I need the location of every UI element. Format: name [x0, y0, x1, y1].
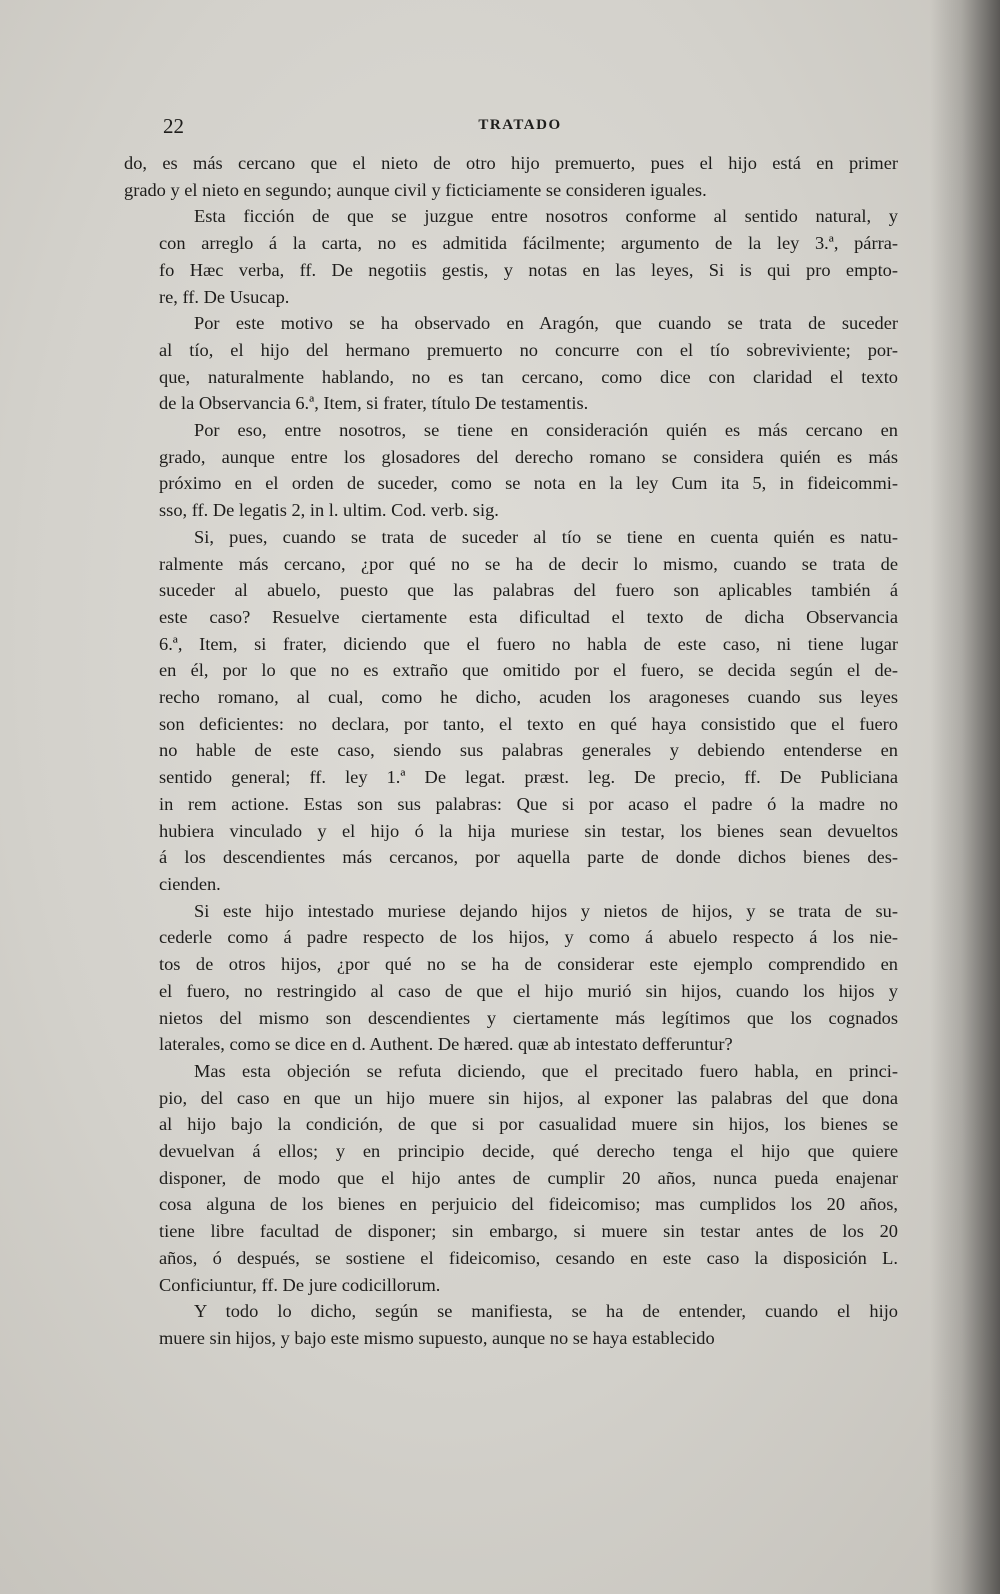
text-line: años, ó después, se sostiene el fideicomiso, cesando en este caso la disposición L. [159, 1247, 898, 1268]
running-head: TRATADO [478, 117, 562, 133]
text-line: Mas esta objeción se refuta diciendo, que el precitado fuero habla, en princi- [194, 1060, 898, 1081]
text-line: este caso? Resuelve ciertamente esta dificultad el texto de dicha Observancia [159, 606, 898, 627]
paragraph [124, 1298, 898, 1351]
paragraph [124, 898, 898, 1058]
text-line: próximo en el orden de suceder, como se nota en la ley Cum ita 5, in fideicommi- [159, 473, 898, 494]
text-line: con arreglo á la carta, no es admitida fácilmente; argumento de la ley 3.ª, párra- [159, 233, 898, 254]
text-line: Conficiuntur, ff. De jure codicillorum. [159, 1274, 441, 1295]
text-line: ralmente más cercano, ¿por qué no se ha de decir lo mismo, cuando se trata de [159, 553, 898, 574]
text-line: á los descendientes más cercanos, por aquella parte de donde dichos bienes des- [159, 847, 898, 868]
page-header [163, 114, 877, 144]
spine-shadow [930, 0, 1000, 1594]
page-number: 22 [163, 114, 184, 138]
text-line: Si este hijo intestado muriese dejando hijos y nietos de hijos, y se trata de su- [194, 900, 898, 921]
text-line: recho romano, al cual, como he dicho, acuden los aragoneses cuando sus leyes [159, 687, 898, 708]
text-line: devuelvan á ellos; y en principio decide, qué derecho tenga el hijo que quiere [159, 1141, 898, 1162]
text-line: Por eso, entre nosotros, se tiene en consideración quién es más cercano en [194, 420, 898, 441]
text-line: no hable de este caso, siendo sus palabras generales y debiendo entenderse en [159, 740, 898, 761]
paragraph [124, 310, 898, 417]
text-line: Por este motivo se ha observado en Aragón, que cuando se trata de suceder [194, 313, 898, 334]
text-line: hubiera vinculado y el hijo ó la hija muriese sin testar, los bienes sean devueltos [159, 820, 898, 841]
text-line: al hijo bajo la condición, de que si por casualidad muere sin hijos, los bienes se [159, 1114, 898, 1135]
paragraph [124, 417, 898, 524]
text-line: Y todo lo dicho, según se manifiesta, se ha de entender, cuando el hijo [194, 1301, 898, 1322]
text-line: el fuero, no restringido al caso de que el hijo murió sin hijos, cuando los hijos y [159, 980, 898, 1001]
text-line: de la Observancia 6.ª, Item, si frater, título De testamentis. [159, 393, 589, 414]
text-line: 6.ª, Item, si frater, diciendo que el fuero no habla de este caso, ni tiene lugar [159, 633, 898, 654]
text-line: cienden. [159, 873, 221, 894]
text-line: grado, aunque entre los glosadores del derecho romano se considera quién es más [159, 446, 898, 467]
text-line: laterales, como se dice en d. Authent. De hæred. quæ ab intestato defferuntur? [159, 1034, 733, 1055]
text-line: in rem actione. Estas son sus palabras: Que si por acaso el padre ó la madre no [159, 793, 898, 814]
body-text [124, 150, 898, 1352]
paragraph [124, 150, 898, 203]
text-line: cosa alguna de los bienes en perjuicio del fideicomiso; mas cumplidos los 20 años, [159, 1194, 898, 1215]
text-line: sentido general; ff. ley 1.ª De legat. præst. leg. De precio, ff. De Publiciana [159, 767, 898, 788]
text-line: nietos del mismo son descendientes y ciertamente más legítimos que los cognados [159, 1007, 898, 1028]
text-line: Si, pues, cuando se trata de suceder al tío se tiene en cuenta quién es natu- [194, 526, 898, 547]
text-line: que, naturalmente hablando, no es tan cercano, como dice con claridad el texto [159, 366, 898, 387]
text-line: disponer, de modo que el hijo antes de cumplir 20 años, nunca pueda enajenar [159, 1167, 898, 1188]
text-line: al tío, el hijo del hermano premuerto no concurre con el tío sobreviviente; por- [159, 339, 898, 360]
text-line: tiene libre facultad de disponer; sin embargo, si muere sin testar antes de los 20 [159, 1221, 898, 1242]
text-line: son deficientes: no declara, por tanto, el texto en qué haya consistido que el fuero [159, 713, 898, 734]
text-line: Esta ficción de que se juzgue entre nosotros conforme al sentido natural, y [194, 206, 898, 227]
paragraph [124, 524, 898, 898]
text-line: pio, del caso en que un hijo muere sin hijos, al exponer las palabras del que dona [159, 1087, 898, 1108]
paragraph [124, 203, 898, 310]
text-line: tos de otros hijos, ¿por qué no se ha de considerar este ejemplo comprendido en [159, 954, 898, 975]
text-line: suceder al abuelo, puesto que las palabras del fuero son aplicables también á [159, 580, 898, 601]
text-line: do, es más cercano que el nieto de otro hijo premuerto, pues el hijo está en primer [124, 153, 898, 173]
text-line: grado y el nieto en segundo; aunque civil y ficticiamente se consideren iguales. [124, 179, 707, 200]
text-line: fo Hæc verba, ff. De negotiis gestis, y notas en las leyes, Si is qui pro empto- [159, 259, 898, 280]
text-line: sso, ff. De legatis 2, in l. ultim. Cod. verb. sig. [159, 500, 499, 521]
text-line: en él, por lo que no es extraño que omitido por el fuero, se decida según el de- [159, 660, 898, 681]
text-line: muere sin hijos, y bajo este mismo supuesto, aunque no se haya establecido [159, 1327, 715, 1348]
text-line: re, ff. De Usucap. [159, 286, 290, 307]
text-line: cederle como á padre respecto de los hijos, y como á abuelo respecto á los nie- [159, 927, 898, 948]
paragraph [124, 1058, 898, 1298]
